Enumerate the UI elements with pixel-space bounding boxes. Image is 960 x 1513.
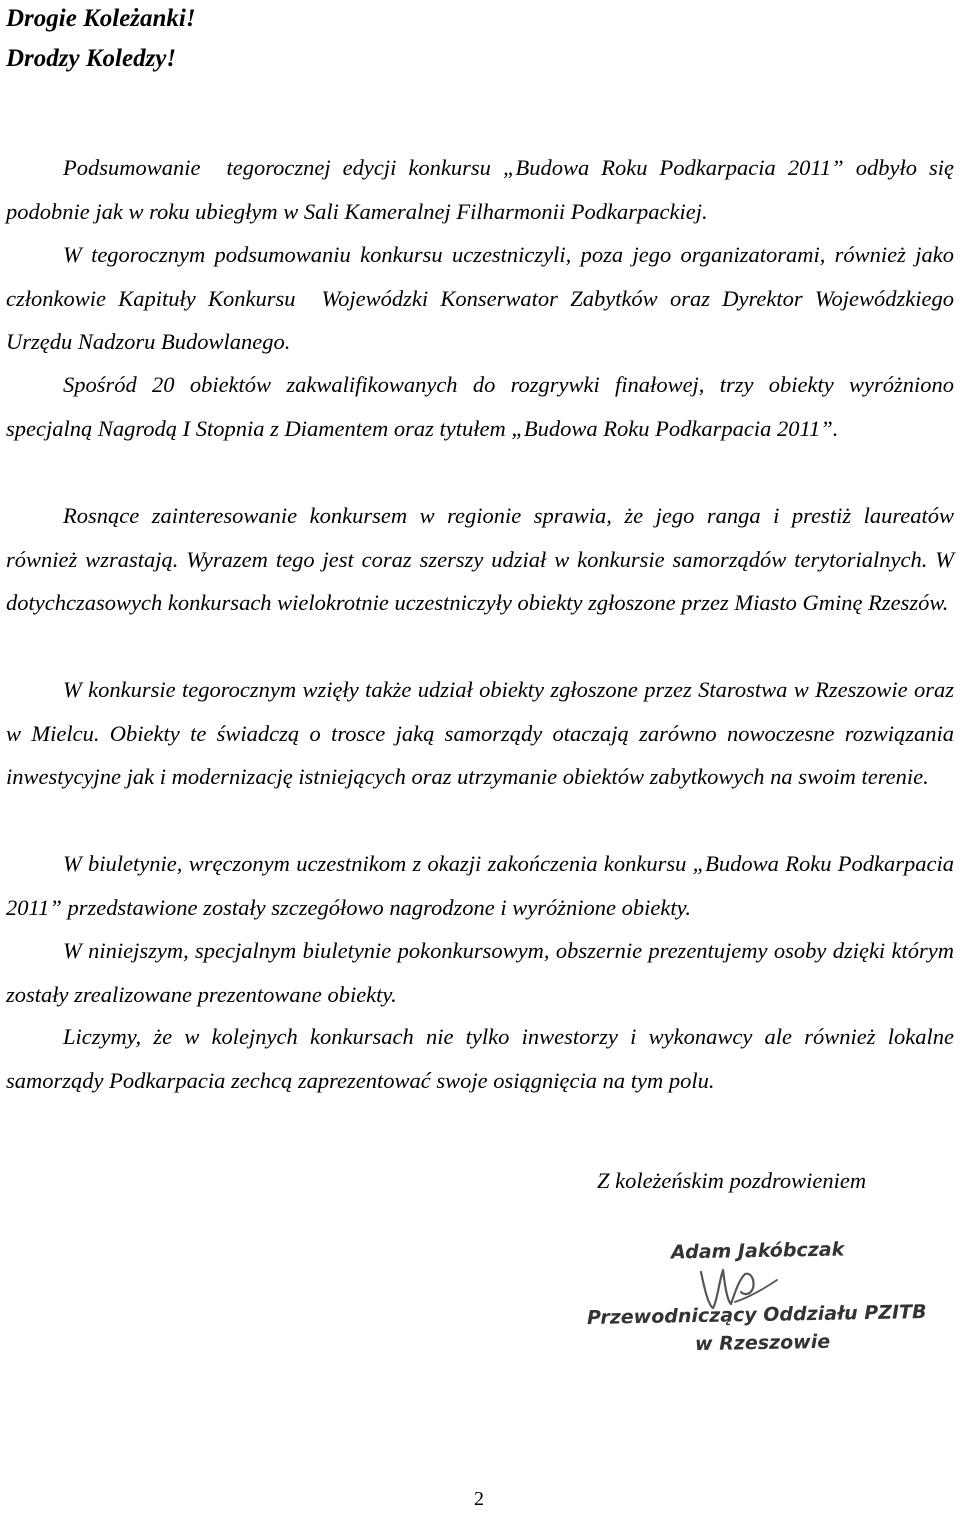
paragraph-1 — [6, 146, 954, 233]
paragraph-2-rest: Wojewódzki Konserwator Zabytków oraz Dyrektor Wojewódzkiego Urzędu Nadzoru Budowlanego. — [6, 285, 955, 354]
paragraph-3: Spośród 20 obiektów zakwalifikowanych do rozgrywki finałowej, trzy obiekty wyróżniono specjalną Nagrodą I Stopnia z Diamentem oraz tytułem „Budowa Roku Podkarpacia 2011”. — [6, 372, 954, 441]
page-number: 2 — [474, 1488, 484, 1510]
signature-place: w Rzeszowie — [694, 1330, 831, 1356]
signature-stamp — [585, 1236, 945, 1366]
paragraph-6: W biuletynie, wręczonym uczestnikom z okazji zakończenia konkursu „Budowa Roku Podkarpacia 2011” przedstawione zostały szczegółowo nagrodzone i wyróżnione obiekty. — [6, 851, 954, 920]
greeting-line-2: Drodzy Koledzy! — [6, 45, 177, 72]
paragraph-2 — [6, 233, 954, 364]
signature-name: Adam Jakóbczak — [670, 1238, 845, 1264]
paragraph-7: W niniejszym, specjalnym biuletynie pokonkursowym, obszernie prezentujemy osoby dzięki którym zostały zrealizowane prezentowane obiekty. — [6, 938, 954, 1007]
paragraph-4: Rosnące zainteresowanie konkursem w regionie sprawia, że jego ranga i prestiż laureatów również wzrastają. Wyrazem tego jest coraz szerszy udział w konkursie samorządów terytorialnych. W dotychczasowych konkursach wielokrotnie uczestniczyły obiekty zgłoszone przez Miasto Gminę Rzeszów. — [6, 503, 954, 615]
paragraph-8: Liczymy, że w kolejnych konkursach nie tylko inwestorzy i wykonawcy ale również lokalne samorządy Podkarpacia zechcą zaprezentować swoje osiągnięcia na tym polu. — [6, 1024, 954, 1093]
paragraph-1-rest: tegorocznej edycji konkursu „Budowa Roku Podkarpacia 2011” odbyło się podobnie jak w roku ubiegłym w Sali Kameralnej Filharmonii Podkarpackiej. — [6, 155, 954, 224]
paragraph-2-start: W tegorocznym podsumowaniu konkursu uczestniczyli, poza jego organizatorami, również jako członkowie Kapituły Konkursu — [6, 242, 954, 311]
greeting-line-1: Drogie Koleżanki! — [6, 5, 196, 32]
signature-title: Przewodniczący Oddziału PZITB — [586, 1301, 927, 1329]
closing-salutation: Z koleżeńskim pozdrowieniem — [597, 1168, 867, 1193]
paragraph-5: W konkursie tegorocznym wzięły także udział obiekty zgłoszone przez Starostwa w Rzeszowie oraz w Mielcu. Obiekty te świadczą o trosce jaką samorządy otaczają zarówno nowoczesne rozwiązania inwestycyjne jak i modernizację istniejących oraz utrzymanie obiektów zabytkowych na swoim terenie. — [6, 677, 954, 789]
paragraph-1-start: Podsumowanie — [63, 155, 201, 180]
